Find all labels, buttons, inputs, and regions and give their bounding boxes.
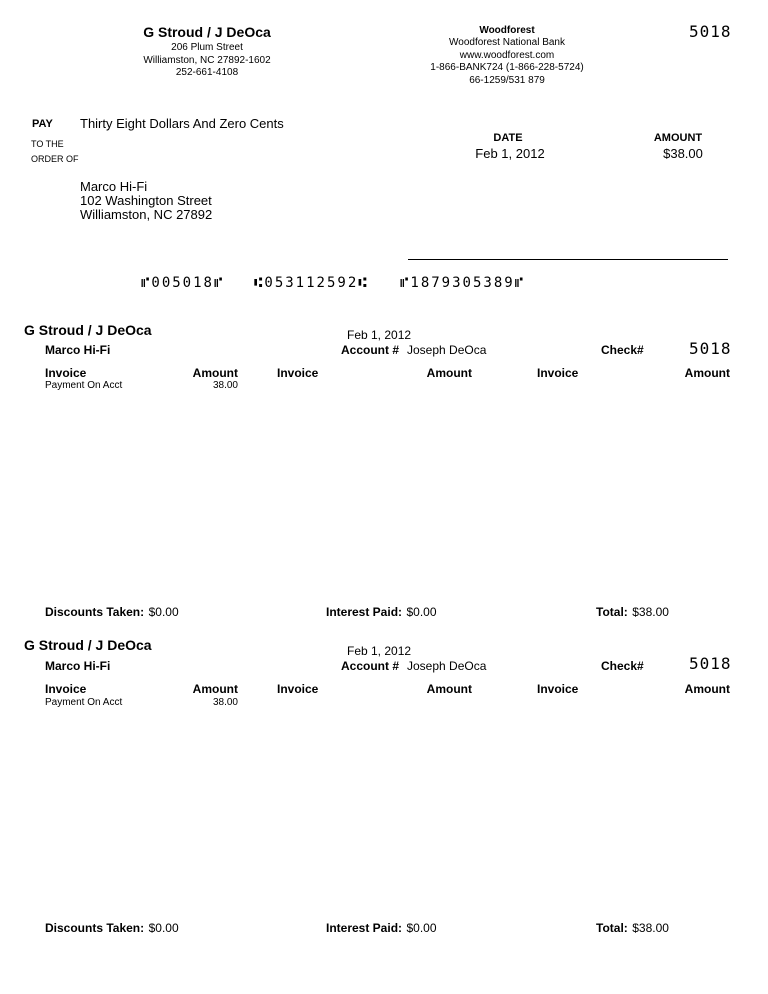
pay-label: PAY — [32, 118, 53, 130]
bank-fraction: 66-1259/531 879 — [469, 75, 545, 86]
stub-date: Feb 1, 2012 — [347, 328, 412, 342]
stub-discounts-value: $0.00 — [148, 605, 179, 619]
stub-col-amount-3: Amount — [684, 682, 730, 696]
stub-total-label: Total: — [596, 921, 628, 935]
bank-full-name: Woodforest National Bank — [449, 37, 565, 48]
payee-city: Williamston, NC 27892 — [80, 207, 213, 222]
stub-col-amount-3: Amount — [684, 366, 730, 380]
stub-check-number: 5018 — [689, 654, 732, 673]
signature-line — [408, 259, 728, 260]
stub-check-number: 5018 — [689, 339, 732, 358]
stub-row-amount: 38.00 — [212, 697, 238, 708]
check-amount: $38.00 — [663, 146, 703, 161]
check-number: 5018 — [689, 22, 732, 41]
stub-interest-value: $0.00 — [406, 605, 437, 619]
stub-total — [596, 919, 669, 937]
stub-total — [596, 603, 669, 621]
stub-col-invoice-2: Invoice — [277, 682, 319, 696]
stub-interest — [326, 919, 437, 937]
stub-total-value: $38.00 — [632, 605, 669, 619]
to-the-label: TO THE — [31, 139, 64, 149]
stub-payee-name: Marco Hi-Fi — [45, 343, 111, 357]
stub-col-amount-2: Amount — [426, 366, 472, 380]
stub-check-label: Check# — [601, 659, 644, 673]
stub-discounts-value: $0.00 — [148, 921, 179, 935]
amount-in-words: Thirty Eight Dollars And Zero Cents — [80, 116, 284, 131]
stub-payer-name: G Stroud / J DeOca — [24, 637, 152, 653]
payer-street: 206 Plum Street — [171, 42, 243, 53]
stub-interest-label: Interest Paid: — [326, 921, 403, 935]
stub-interest — [326, 603, 437, 621]
payee-street: 102 Washington Street — [80, 193, 212, 208]
bank-short-name: Woodforest — [479, 25, 535, 36]
stub-col-amount-2: Amount — [426, 682, 472, 696]
amount-label: AMOUNT — [653, 132, 703, 144]
bank-website: www.woodforest.com — [459, 50, 555, 61]
stub-col-invoice-2: Invoice — [277, 366, 319, 380]
date-label: DATE — [493, 132, 523, 144]
stub-interest-label: Interest Paid: — [326, 605, 403, 619]
micr-routing-number: ⑆053112592⑆ — [254, 275, 369, 291]
payee-name: Marco Hi-Fi — [80, 179, 148, 194]
stub-total-value: $38.00 — [632, 921, 669, 935]
stub-discounts-label: Discounts Taken: — [45, 921, 145, 935]
stub-col-invoice-1: Invoice — [45, 682, 87, 696]
payer-city: Williamston, NC 27892-1602 — [143, 55, 271, 66]
stub-account-label: Account # — [341, 659, 400, 673]
stub-row-invoice: Payment On Acct — [45, 697, 123, 708]
bank-phone: 1-866-BANK724 (1-866-228-5724) — [430, 62, 584, 73]
micr-account-number: ⑈1879305389⑈ — [400, 275, 526, 291]
order-of-label: ORDER OF — [31, 154, 79, 164]
stub-payer-name: G Stroud / J DeOca — [24, 322, 152, 338]
check-date: Feb 1, 2012 — [475, 146, 545, 161]
stub-account-value: Joseph DeOca — [407, 343, 487, 357]
stub-payee-name: Marco Hi-Fi — [45, 659, 111, 673]
stub-discounts — [45, 603, 179, 621]
micr-check-number: ⑈005018⑈ — [141, 275, 225, 291]
stub-col-amount-1: Amount — [192, 682, 238, 696]
stub-col-invoice-3: Invoice — [537, 366, 579, 380]
stub-row-invoice: Payment On Acct — [45, 380, 123, 391]
stub-discounts — [45, 919, 179, 937]
stub-col-invoice-3: Invoice — [537, 682, 579, 696]
stub-account-label: Account # — [341, 343, 400, 357]
stub-col-invoice-1: Invoice — [45, 366, 87, 380]
payer-phone: 252-661-4108 — [175, 67, 239, 78]
stub-date: Feb 1, 2012 — [347, 644, 412, 658]
stub-discounts-label: Discounts Taken: — [45, 605, 145, 619]
stub-row-amount: 38.00 — [212, 380, 238, 391]
stub-account-value: Joseph DeOca — [407, 659, 487, 673]
payer-name: G Stroud / J DeOca — [143, 24, 271, 40]
stub-total-label: Total: — [596, 605, 628, 619]
stub-interest-value: $0.00 — [406, 921, 437, 935]
stub-check-label: Check# — [601, 343, 644, 357]
stub-col-amount-1: Amount — [192, 366, 238, 380]
